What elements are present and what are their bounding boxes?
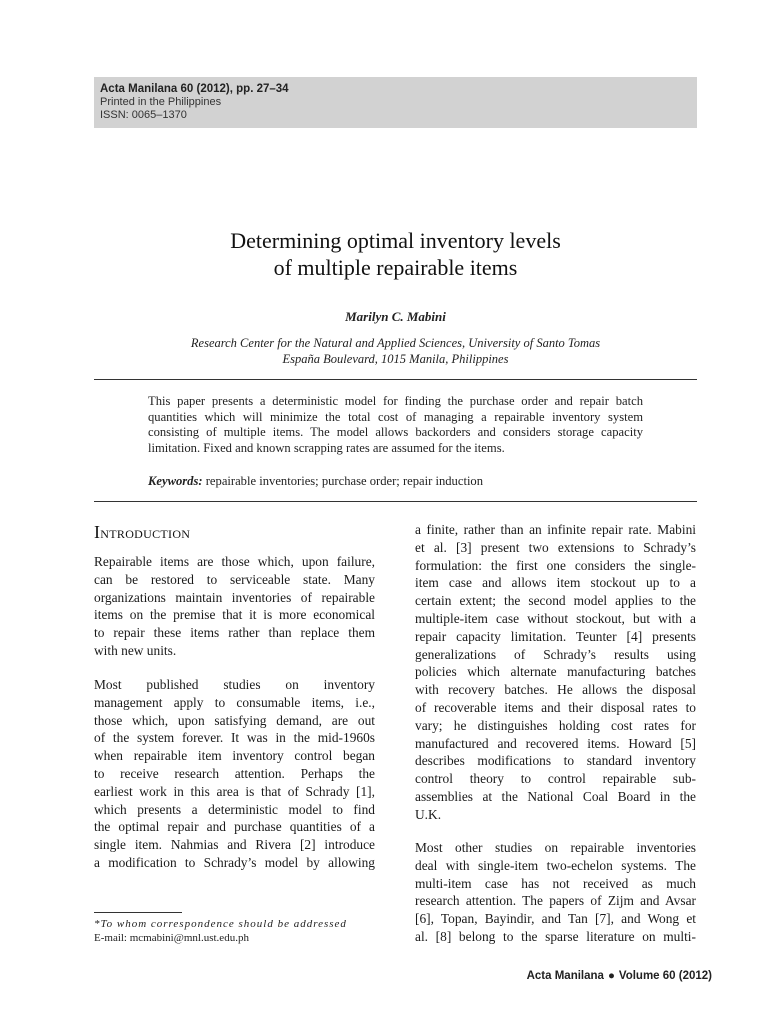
left-column-paragraph-2 bbox=[94, 676, 375, 872]
printed-location: Printed in the Philippines bbox=[100, 96, 222, 108]
bullet-icon: ● bbox=[607, 970, 615, 982]
text-line: single item. Nahmias and Rivera [2] introduce bbox=[94, 837, 375, 853]
section-heading-initial: I bbox=[94, 522, 101, 542]
text-line: a modification to Schrady’s model by allowing bbox=[94, 854, 375, 870]
left-column-paragraph-1 bbox=[94, 553, 375, 660]
abstract-line: This paper presents a deterministic model for finding the purchase order and repair batch bbox=[148, 394, 643, 408]
text-line: formulation: the first one considers the single- bbox=[415, 557, 696, 573]
affiliation-line-1: Research Center for the Natural and Applied Sciences, University of Santo Tomas bbox=[190, 336, 601, 350]
text-line: policies which alternate manufacturing batches bbox=[415, 664, 696, 680]
text-line: the optimal repair and purchase quantities of a bbox=[94, 819, 375, 835]
text-line: those which, upon satisfying demand, are out bbox=[94, 712, 375, 728]
text-line: which presents a deterministic model to find bbox=[94, 801, 375, 817]
journal-reference: Acta Manilana 60 (2012), pp. 27–34 bbox=[100, 83, 289, 95]
text-line: U.K. bbox=[415, 806, 442, 822]
correspondence-note: *To whom correspondence should be addressed bbox=[94, 918, 347, 930]
abstract-top-rule bbox=[94, 379, 697, 380]
section-heading-rest: NTRODUCTION bbox=[100, 527, 191, 541]
text-line: Most published studies on inventory bbox=[94, 677, 375, 692]
text-line: management apply to consumable items, i.e., bbox=[94, 694, 375, 710]
text-line: et al. [3] present two extensions to Schrady’s bbox=[415, 539, 696, 555]
right-column-paragraph-1 bbox=[415, 521, 696, 824]
text-line: deal with single-item two-echelon systems. The bbox=[415, 857, 696, 873]
text-line: assemblies at the National Coal Board in the bbox=[415, 788, 696, 804]
text-line: repair capacity limitation. Teunter [4] presents bbox=[415, 628, 696, 644]
footer-journal: Acta Manilana bbox=[526, 970, 604, 982]
issn: ISSN: 0065–1370 bbox=[100, 109, 187, 121]
paper-title-line-2: of multiple repairable items bbox=[273, 255, 518, 280]
text-line: al. [8] belong to the sparse literature on multi- bbox=[415, 928, 696, 944]
text-line: with new units. bbox=[94, 642, 177, 658]
abstract-line: consisting of multiple items. The model allows backorders and considers storage capacity bbox=[148, 425, 643, 439]
text-line: can be restored to serviceable state. Many bbox=[94, 571, 375, 587]
abstract bbox=[148, 394, 643, 456]
text-line: when repairable item inventory control began bbox=[94, 748, 375, 764]
footnote-rule bbox=[94, 912, 182, 913]
text-line: Repairable items are those which, upon failure, bbox=[94, 554, 375, 569]
text-line: multiple-item case without stockout, but with a bbox=[415, 610, 696, 626]
text-line: of recoverable items and their disposal rates to bbox=[415, 699, 696, 715]
author-name: Marilyn C. Mabini bbox=[345, 309, 446, 324]
text-line: control theory to control repairable sub- bbox=[415, 771, 696, 787]
affiliation-line-2: España Boulevard, 1015 Manila, Philippines bbox=[282, 352, 509, 366]
text-line: items on the premise that it is more economical bbox=[94, 607, 375, 623]
footnote bbox=[94, 917, 384, 945]
section-heading-introduction bbox=[94, 522, 190, 543]
text-line: manufactured and recovered items. Howard [5] bbox=[415, 735, 696, 751]
text-line: generalizations of Schrady’s results using bbox=[415, 646, 696, 662]
text-line: [6], Topan, Bayindir, and Tan [7], and Wong et bbox=[415, 911, 696, 927]
text-line: vary; he distinguishes holding cost rates for bbox=[415, 717, 696, 733]
text-line: with recovery batches. He allows the disposal bbox=[415, 682, 696, 698]
abstract-bottom-rule bbox=[94, 501, 697, 502]
text-line: a finite, rather than an infinite repair rate. Mabini bbox=[415, 522, 696, 537]
abstract-line: limitation. Fixed and known scrapping rates are assumed for the items. bbox=[148, 440, 505, 455]
footer-volume: Volume 60 (2012) bbox=[618, 970, 712, 982]
keywords-label: Keywords: bbox=[148, 474, 203, 488]
text-line: to receive research attention. Perhaps the bbox=[94, 765, 375, 781]
abstract-line: quantities which will minimize the total cost of managing a repairable inventory system bbox=[148, 409, 643, 424]
text-line: research attention. The papers of Zijm and Avsar bbox=[415, 893, 696, 909]
text-line: of the system forever. It was in the mid-1960s bbox=[94, 730, 375, 746]
correspondence-email: E-mail: mcmabini@mnl.ust.edu.ph bbox=[94, 932, 249, 944]
text-line: describes modifications to standard inventory bbox=[415, 753, 696, 769]
keywords bbox=[148, 473, 643, 489]
paper-title-line-1: Determining optimal inventory levels bbox=[230, 228, 561, 253]
text-line: multi-item case has not received as much bbox=[415, 875, 696, 891]
text-line: earliest work in this area is that of Schrady [1], bbox=[94, 783, 375, 799]
text-line: item case and allows item stockout up to a bbox=[415, 575, 696, 591]
page-footer bbox=[527, 970, 712, 982]
journal-header-box bbox=[94, 77, 697, 128]
right-column-paragraph-2 bbox=[415, 839, 696, 946]
text-line: Most other studies on repairable inventories bbox=[415, 840, 696, 855]
keywords-text: repairable inventories; purchase order; repair induction bbox=[205, 474, 484, 488]
text-line: organizations maintain inventories of repairable bbox=[94, 589, 375, 605]
text-line: certain extent; the second model applies to the bbox=[415, 593, 696, 609]
text-line: to repair these items rather than replace them bbox=[94, 625, 375, 641]
